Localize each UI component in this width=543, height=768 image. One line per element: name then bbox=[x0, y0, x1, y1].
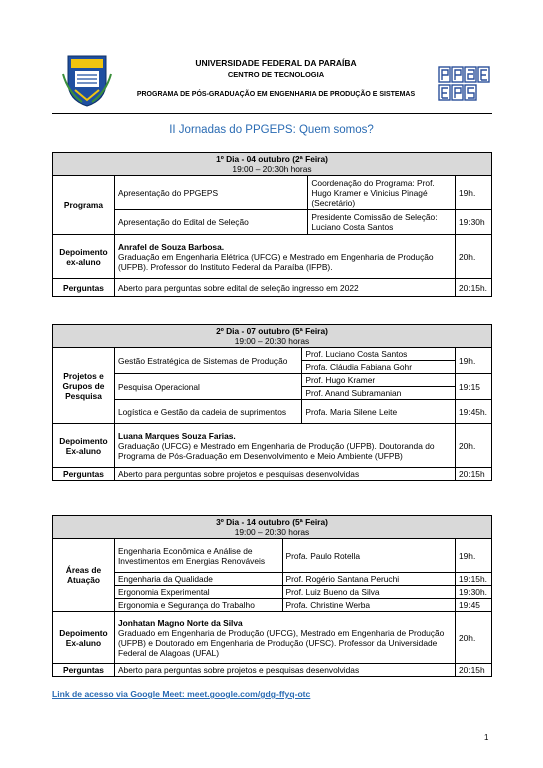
day1-header-row bbox=[53, 153, 492, 176]
page-number: 1 bbox=[484, 733, 489, 742]
alumnus-name: Anrafel de Souza Barbosa. bbox=[117, 241, 225, 252]
prof-cell: Profa. Maria Silene Leite bbox=[302, 400, 456, 424]
prof-cell: Profa. Paulo Rotella bbox=[282, 539, 455, 573]
alumnus-bio: Graduado em Engenharia de Produção (UFCG), Mestrado em Engenharia de Produção (UFPB) e Doutorado em Engenharia de Produção (UFSC). Professor da Universidade Federal de Alagoas (UFAL) bbox=[117, 627, 445, 658]
prof-cell: Profa. Christine Werba bbox=[282, 599, 455, 612]
prof-cell: Prof. Anand Subramanian bbox=[302, 387, 456, 400]
day2-table bbox=[52, 324, 492, 481]
alumnus-name: Luana Marques Souza Farias. bbox=[117, 430, 236, 441]
table-row bbox=[53, 279, 492, 297]
day3-title: 3º Dia - 14 outubro (5ª Feira) bbox=[216, 517, 328, 527]
projetos-label: Projetos e Grupos de Pesquisa bbox=[53, 348, 115, 424]
perguntas-text: Aberto para perguntas sobre projetos e pesquisas desenvolvidas bbox=[114, 664, 455, 677]
day3-table bbox=[52, 515, 492, 677]
program-name: PROGRAMA DE PÓS-GRADUAÇÃO EM ENGENHARIA DE PRODUÇÃO E SISTEMAS bbox=[136, 91, 416, 98]
depoimento-label: Depoimento Ex-aluno bbox=[53, 612, 115, 664]
table-row bbox=[53, 664, 492, 677]
topic-cell: Ergonomia Experimental bbox=[114, 586, 282, 599]
prof-cell: Prof. Hugo Kramer bbox=[302, 374, 456, 387]
time-cell: 19:30h. bbox=[455, 586, 491, 599]
depoimento-cell bbox=[114, 235, 455, 279]
activity-cell: Apresentação do PPGEPS bbox=[114, 176, 307, 210]
table-row bbox=[53, 539, 492, 573]
day3-header-row bbox=[53, 516, 492, 539]
perguntas-text: Aberto para perguntas sobre edital de seleção ingresso em 2022 bbox=[114, 279, 455, 297]
table-row bbox=[53, 400, 492, 424]
time-cell: 19:45h. bbox=[455, 400, 491, 424]
time-cell: 20h. bbox=[455, 235, 491, 279]
time-cell: 20h. bbox=[455, 612, 491, 664]
time-cell: 20h. bbox=[455, 424, 491, 468]
table-row bbox=[53, 374, 492, 387]
depoimento-cell bbox=[114, 612, 455, 664]
table-row bbox=[53, 468, 492, 481]
time-cell: 19:30h bbox=[455, 210, 491, 235]
page-title: II Jornadas do PPGEPS: Quem somos? bbox=[169, 124, 374, 136]
letterhead bbox=[52, 50, 492, 114]
day1-table bbox=[52, 152, 492, 297]
perguntas-text: Aberto para perguntas sobre projetos e pesquisas desenvolvidas bbox=[114, 468, 455, 481]
day2-time: 19:00 – 20:30 horas bbox=[234, 336, 310, 346]
day1-header bbox=[53, 153, 492, 176]
time-cell: 19:45 bbox=[455, 599, 491, 612]
table-row bbox=[53, 586, 492, 599]
time-cell: 20:15h bbox=[455, 664, 491, 677]
prof-cell: Prof. Luciano Costa Santos bbox=[302, 348, 456, 361]
prof-cell: Profa. Cláudia Fabiana Gohr bbox=[302, 361, 456, 374]
day3-header bbox=[53, 516, 492, 539]
time-cell: 19h. bbox=[455, 348, 491, 374]
perguntas-label: Perguntas bbox=[53, 279, 115, 297]
header-divider bbox=[52, 113, 492, 114]
table-row bbox=[53, 424, 492, 468]
depoimento-label: Depoimento ex-aluno bbox=[53, 235, 115, 279]
areas-label: Áreas de Atuação bbox=[53, 539, 115, 612]
table-row bbox=[53, 176, 492, 210]
table-row bbox=[53, 612, 492, 664]
prof-cell: Prof. Luiz Bueno da Silva bbox=[282, 586, 455, 599]
table-row bbox=[53, 573, 492, 586]
topic-cell: Engenharia da Qualidade bbox=[114, 573, 282, 586]
time-cell: 19:15 bbox=[455, 374, 491, 400]
alumnus-bio: Graduação (UFCG) e Mestrado em Engenharia de Produção (UFPB). Doutoranda do Programa de Pós-Graduação em Desenvolvimento e Meio Ambiente (UFPB) bbox=[117, 440, 435, 461]
perguntas-label: Perguntas bbox=[53, 468, 115, 481]
table-row bbox=[53, 348, 492, 361]
prof-cell: Prof. Rogério Santana Peruchi bbox=[282, 573, 455, 586]
day1-time: 19:00 – 20:30h horas bbox=[232, 164, 312, 174]
depoimento-label: Depoimento Ex-aluno bbox=[53, 424, 115, 468]
day3-time: 19:00 – 20:30 horas bbox=[234, 527, 310, 537]
university-crest-logo bbox=[62, 52, 112, 108]
activity-cell: Apresentação do Edital de Seleção bbox=[114, 210, 307, 235]
alumnus-bio: Graduação em Engenharia Elétrica (UFCG) e Mestrado em Engenharia de Produção (UFPB). Professor do Instituto Federal da Paraíba (IFPB). bbox=[117, 251, 434, 272]
time-cell: 19:15h. bbox=[455, 573, 491, 586]
topic-cell: Logística e Gestão da cadeia de suprimentos bbox=[114, 400, 301, 424]
center-name: CENTRO DE TECNOLOGIA bbox=[227, 70, 325, 79]
responsible-cell: Coordenação do Programa: Prof. Hugo Kramer e Vinicius Pinagé (Secretário) bbox=[308, 176, 456, 210]
day2-title: 2º Dia - 07 outubro (5ª Feira) bbox=[216, 326, 328, 336]
table-row bbox=[53, 210, 492, 235]
topic-cell: Pesquisa Operacional bbox=[114, 374, 301, 400]
google-meet-link[interactable]: Link de acesso via Google Meet: meet.google.com/gdg-ffyq-otc bbox=[52, 689, 311, 699]
topic-cell: Ergonomia e Segurança do Trabalho bbox=[114, 599, 282, 612]
day2-header-row bbox=[53, 325, 492, 348]
time-cell: 19h. bbox=[455, 176, 491, 210]
perguntas-label: Perguntas bbox=[53, 664, 115, 677]
ppgeps-logo bbox=[438, 66, 490, 102]
topic-cell: Engenharia Econômica e Análise de Investimentos em Energias Renováveis bbox=[114, 539, 282, 573]
programa-label: Programa bbox=[53, 176, 115, 235]
time-cell: 20:15h bbox=[455, 468, 491, 481]
depoimento-cell bbox=[114, 424, 455, 468]
day1-title: 1º Dia - 04 outubro (2ª Feira) bbox=[216, 154, 328, 164]
day2-header bbox=[53, 325, 492, 348]
letterhead-text bbox=[116, 58, 436, 100]
responsible-cell: Presidente Comissão de Seleção: Luciano Costa Santos bbox=[308, 210, 456, 235]
university-name: UNIVERSIDADE FEDERAL DA PARAÍBA bbox=[195, 58, 357, 68]
time-cell: 19h. bbox=[455, 539, 491, 573]
table-row bbox=[53, 235, 492, 279]
table-row bbox=[53, 599, 492, 612]
topic-cell: Gestão Estratégica de Sistemas de Produção bbox=[114, 348, 301, 374]
time-cell: 20:15h. bbox=[455, 279, 491, 297]
alumnus-name: Jonhatan Magno Norte da Silva bbox=[117, 617, 243, 628]
